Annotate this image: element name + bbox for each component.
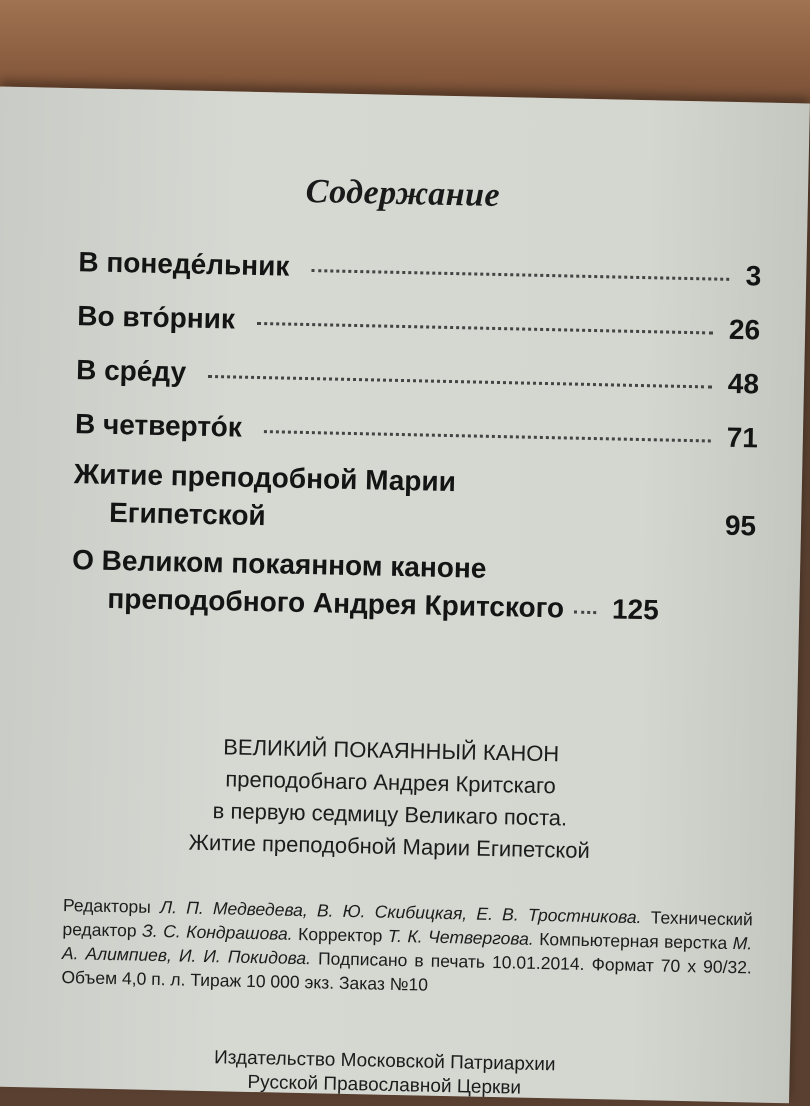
imprint-title: ВЕЛИКИЙ ПОКАЯННЫЙ КАНОН: [223, 734, 560, 767]
toc-entry-label: О Великом покаянном каноне: [71, 544, 487, 584]
toc-entry: [77, 300, 761, 346]
imprint-subtitle: преподобнаго Андрея Критскаго: [225, 766, 557, 799]
imprint-subtitle: Житие преподобной Марии Египетской: [188, 829, 591, 864]
layout-label: Компьютерная верстка: [539, 928, 728, 953]
toc-entry-label: Во вто́рник: [76, 300, 236, 335]
toc-entry-label: В четверто́к: [74, 408, 243, 443]
toc-leader-dots: [574, 610, 596, 614]
corrector-name: Т. К. Четвергова.: [387, 925, 534, 949]
tech-editor-label: Технический редактор: [62, 907, 754, 941]
imprint-subtitle: в первую седмицу Великаго поста.: [212, 798, 568, 831]
toc-leader-dots: [264, 429, 711, 442]
toc-entry: [76, 354, 760, 400]
publisher-name: Издательство Московской Патриархии: [213, 1047, 556, 1076]
toc-entry-label: преподобного Андрея Критского: [107, 582, 565, 624]
print-info: Подписано в печать 10.01.2014. Формат 70 х 90/32. Объем 4,0 п. л. Тираж 10 000 экз. Заказ №10: [61, 948, 753, 995]
toc-entry: [107, 583, 755, 629]
toc-page-number: 48: [727, 367, 760, 400]
editors-names: Л. П. Медведева, В. Ю. Скибицкая, Е. В. Тростникова.: [159, 897, 642, 928]
toc-entry-label: Египетской: [108, 496, 267, 532]
publisher-name: Русской Православной Церкви: [247, 1071, 522, 1099]
toc-leader-dots: [311, 268, 729, 281]
toc-entry: [75, 408, 759, 454]
toc-page-number: 71: [726, 421, 759, 454]
toc-leader-dots: [288, 518, 709, 531]
tech-editor-name: З. С. Кондрашова.: [141, 920, 293, 944]
toc-leader-dots: [257, 321, 713, 335]
toc-entry-label: Житие преподобной Марии: [73, 458, 457, 498]
corrector-label: Корректор: [297, 923, 383, 946]
toc-entry-label: В сре́ду: [75, 354, 187, 388]
toc-page-number: 95: [724, 509, 757, 542]
book-page: [0, 87, 810, 1104]
toc-entry: [109, 497, 757, 543]
toc-entry: [78, 246, 762, 292]
toc-page-number: 3: [745, 260, 762, 292]
toc-entry-label: В понеде́льник: [78, 246, 290, 282]
credits-block: [61, 893, 753, 1003]
toc-page-number: 125: [611, 593, 660, 626]
toc-title: Содержание: [305, 172, 501, 215]
layout-names: М. А. Алимпиев, И. И. Покидова.: [61, 933, 753, 969]
toc-leader-dots: [208, 374, 712, 389]
toc-page-number: 26: [728, 313, 761, 346]
editors-label: Редакторы: [62, 895, 152, 917]
